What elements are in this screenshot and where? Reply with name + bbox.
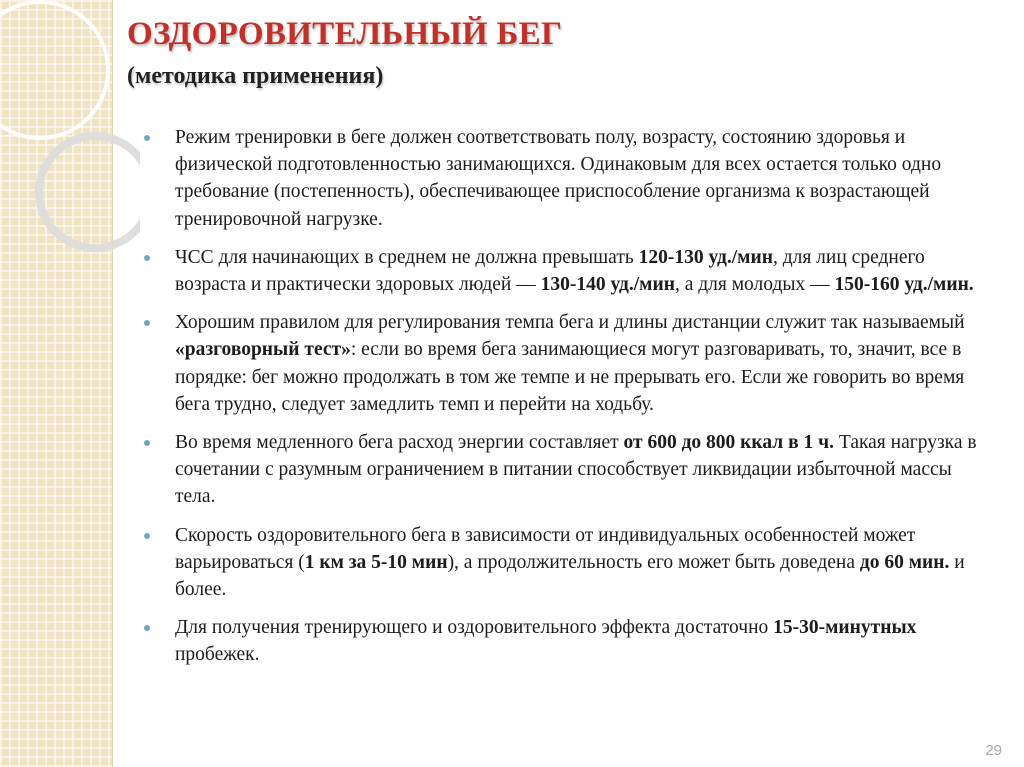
bullet-text: Во время медленного бега расход энергии составляет	[175, 432, 624, 454]
bullet-text: Скорость оздоровительного бега в зависимости от индивидуальных особенностей может варьироваться (	[175, 524, 916, 573]
page-number: 29	[985, 742, 1002, 759]
bullet-emphasis: «разговорный тест»	[175, 339, 351, 361]
bullet-list	[140, 124, 978, 680]
bullet-emphasis: 1 км за 5-10 мин	[304, 551, 448, 573]
bullet-emphasis: 150-160 уд./мин.	[834, 274, 974, 296]
bullet-text: Режим тренировки в беге должен соответствовать полу, возрасту, состоянию здоровья и физической подготовленностью занимающихся. Одинаковым для всех остается только одно требование (постепенность), обеспечивающее приспособление организма к возрастающей тренировочной нагрузке.	[175, 127, 942, 230]
bullet-text: Такая нагрузка в сочетании с разумным ограничением в питании способствует ликвидации избыточной массы тела.	[175, 432, 977, 508]
slide-subtitle: (методика применения)	[127, 63, 384, 89]
decorative-side-pattern	[0, 0, 113, 767]
bullet-dot-icon	[144, 255, 150, 261]
bullet-emphasis: до 60 мин.	[859, 551, 950, 573]
bullet-text: пробежек.	[175, 644, 260, 666]
bullet-emphasis: 120-130 уд./мин	[638, 246, 773, 268]
bullet-text: : если во время бега занимающиеся могут разговаривать, то, значит, все в порядке: бег можно продолжать в том же темпе и не прерывать его. Если же говорить во время бега трудно, следует замедлить темп и перейти на ходьбу.	[175, 339, 965, 415]
bullet-text: ), а продолжительность его может быть доведена	[447, 551, 860, 573]
bullet-item	[140, 124, 978, 233]
bullet-text: , а для молодых —	[674, 274, 835, 296]
slide-title: ОЗДОРОВИТЕЛЬНЫЙ БЕГ	[127, 16, 563, 52]
bullet-dot-icon	[144, 625, 150, 631]
bullet-emphasis: 130-140 уд./мин	[540, 274, 675, 296]
bullet-text: ЧСС для начинающих в среднем не должна превышать	[175, 246, 639, 268]
bullet-item	[140, 614, 978, 668]
bullet-dot-icon	[144, 440, 150, 446]
bullet-text: Хорошим правилом для регулирования темпа бега и длины дистанции служит так называемый	[175, 312, 965, 334]
bullet-item	[140, 429, 978, 511]
bullet-dot-icon	[144, 320, 150, 326]
bullet-text: , для лиц среднего возраста и практически здоровых людей —	[175, 246, 925, 296]
bullet-item	[140, 309, 978, 418]
bullet-emphasis: от 600 до 800 ккал в 1 ч.	[623, 432, 835, 454]
bullet-dot-icon	[144, 135, 150, 141]
bullet-dot-icon	[144, 533, 150, 539]
bullet-item	[140, 244, 978, 298]
bullet-emphasis: 15-30-минутных	[773, 617, 917, 639]
bullet-item	[140, 522, 978, 604]
bullet-text: Для получения тренирующего и оздоровительного эффекта достаточно	[175, 617, 774, 639]
bullet-text: и более.	[175, 551, 965, 601]
